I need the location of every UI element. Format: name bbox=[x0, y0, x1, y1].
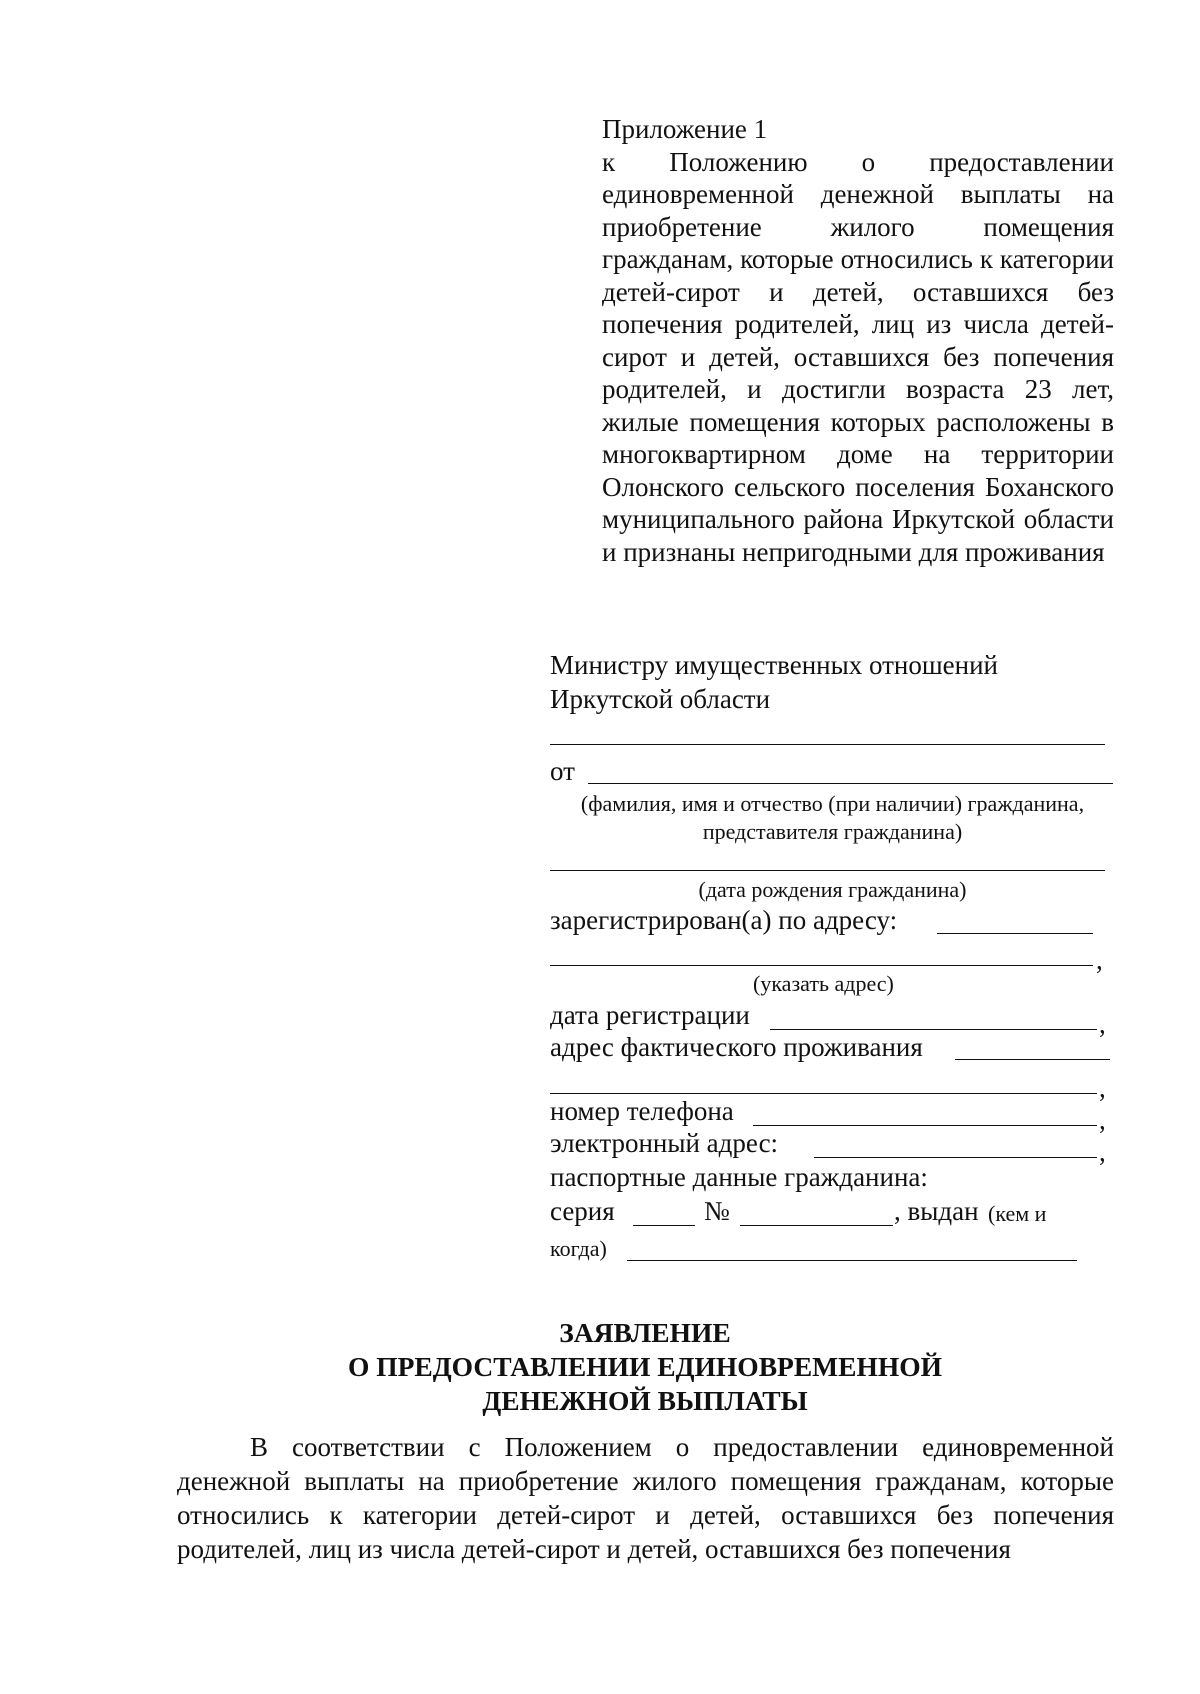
birth-date-line[interactable] bbox=[550, 870, 1105, 871]
appendix-block bbox=[602, 113, 1114, 568]
email-comma: , bbox=[1099, 1137, 1106, 1167]
registered-label: зарегистрирован(а) по адресу: bbox=[550, 905, 898, 935]
addressee-name-line bbox=[550, 744, 1105, 745]
phone-line[interactable] bbox=[753, 1125, 1097, 1126]
reg-date-line[interactable] bbox=[770, 1029, 1097, 1030]
body-paragraph: В соответствии с Положением о предоставлении единовременной денежной выплаты на приобретение жилого помещения гражданам, которые относились к категории детей-сирот и детей, оставшихся без попечения родителей, лиц из числа детей-сирот и детей, оставшихся без попечения bbox=[177, 1432, 1114, 1564]
reg-date-comma: , bbox=[1099, 1009, 1106, 1039]
actual-address-line-2[interactable] bbox=[550, 1093, 1097, 1094]
issued-by-label: (кем и bbox=[988, 1201, 1047, 1226]
actual-address-comma: , bbox=[1099, 1073, 1106, 1103]
phone-label: номер телефона bbox=[550, 1096, 734, 1126]
phone-comma: , bbox=[1099, 1105, 1106, 1135]
actual-address-label: адрес фактического проживания bbox=[550, 1032, 923, 1062]
email-line[interactable] bbox=[814, 1157, 1097, 1158]
issued-label: , выдан bbox=[894, 1196, 979, 1226]
document-heading bbox=[0, 1316, 1200, 1418]
series-label: серия bbox=[550, 1196, 615, 1226]
passport-number-line[interactable] bbox=[740, 1225, 893, 1226]
registered-address-line-2[interactable] bbox=[550, 965, 1093, 966]
passport-label: паспортные данные гражданина: bbox=[550, 1162, 928, 1192]
email-label: электронный адрес: bbox=[550, 1128, 779, 1158]
from-label: от bbox=[550, 756, 575, 786]
birth-caption: (дата рождения гражданина) bbox=[698, 877, 967, 902]
passport-issued-line[interactable] bbox=[627, 1260, 1077, 1261]
addressee-line-2: Иркутской области bbox=[550, 684, 771, 714]
when-label: когда) bbox=[550, 1236, 607, 1261]
passport-series-line[interactable] bbox=[633, 1225, 695, 1226]
name-caption-1: (фамилия, имя и отчество (при наличии) гражданина, bbox=[580, 791, 1085, 816]
heading-line-1: ЗАЯВЛЕНИЕ bbox=[559, 1317, 731, 1348]
heading-line-3: ДЕНЕЖНОЙ ВЫПЛАТЫ bbox=[482, 1385, 808, 1416]
appendix-title: Приложение 1 bbox=[602, 114, 768, 144]
addressee-line-1: Министру имущественных отношений bbox=[550, 650, 999, 680]
address-caption: (указать адрес) bbox=[753, 971, 894, 996]
heading-line-2: О ПРЕДОСТАВЛЕНИИ ЕДИНОВРЕМЕННОЙ bbox=[347, 1351, 943, 1382]
appendix-text: к Положению о предоставлении единовременной денежной выплаты на приобретение жилого помещения гражданам, которые относились к категории детей-сирот и детей, оставшихся без попечения родителей, лиц из числа детей-сирот и детей, оставшихся без попечения родителей, и достигли возраста 23 лет, жилые помещения которых расположены в многоквартирном доме на территории Олонского сельского поселения Боханского муниципального района Иркутской области и признаны непригодными для проживания bbox=[602, 146, 1114, 567]
reg-date-label: дата регистрации bbox=[550, 1000, 750, 1030]
actual-address-line[interactable] bbox=[955, 1059, 1110, 1060]
name-caption-2: представителя гражданина) bbox=[702, 819, 963, 844]
applicant-name-line[interactable] bbox=[588, 783, 1113, 784]
address-comma: , bbox=[1096, 945, 1103, 975]
addressee-block bbox=[550, 648, 1090, 716]
number-label: № bbox=[704, 1196, 730, 1226]
registered-address-line[interactable] bbox=[937, 933, 1093, 934]
